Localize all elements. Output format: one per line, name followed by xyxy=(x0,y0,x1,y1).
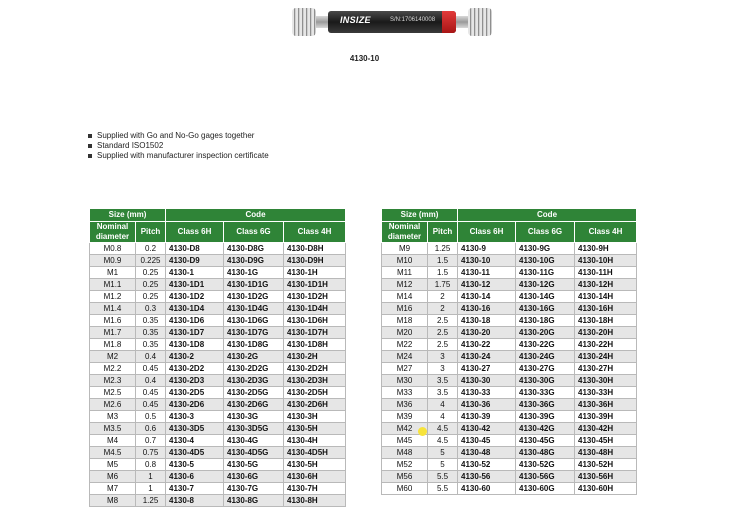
pitch-cell: 0.2 xyxy=(136,243,166,255)
nominal-diameter-cell: M1.6 xyxy=(90,315,136,327)
class-6g-code-cell: 4130-45G xyxy=(516,435,575,447)
class-6h-code-cell: 4130-11 xyxy=(458,267,516,279)
bullet-icon xyxy=(88,144,92,148)
class-4h-code-cell: 4130-2D5H xyxy=(284,387,346,399)
table-row xyxy=(90,279,346,291)
pitch-cell: 0.25 xyxy=(136,267,166,279)
table-row xyxy=(90,411,346,423)
class-6g-code-cell: 4130-1D8G xyxy=(224,339,284,351)
feature-text: Supplied with manufacturer inspection certificate xyxy=(97,151,269,160)
class-4h-code-cell: 4130-4H xyxy=(284,435,346,447)
class-6h-code-cell: 4130-27 xyxy=(458,363,516,375)
class-6h-code-cell: 4130-1D6 xyxy=(166,315,224,327)
nominal-diameter-cell: M3 xyxy=(90,411,136,423)
table-row xyxy=(382,255,637,267)
table-row xyxy=(382,351,637,363)
table-row xyxy=(90,423,346,435)
gage-neck-left xyxy=(316,16,328,28)
class-6g-code-cell: 4130-2D5G xyxy=(224,387,284,399)
nominal-diameter-cell: M9 xyxy=(382,243,428,255)
class-6h-code-cell: 4130-24 xyxy=(458,351,516,363)
class-6h-code-cell: 4130-33 xyxy=(458,387,516,399)
class-4h-code-cell: 4130-2D3H xyxy=(284,375,346,387)
class-6g-code-cell: 4130-60G xyxy=(516,483,575,495)
class-4h-code-cell: 4130-27H xyxy=(575,363,637,375)
pitch-cell: 1 xyxy=(136,471,166,483)
class-6h-code-cell: 4130-12 xyxy=(458,279,516,291)
pitch-cell: 0.6 xyxy=(136,423,166,435)
nominal-diameter-cell: M20 xyxy=(382,327,428,339)
nominal-diameter-cell: M7 xyxy=(90,483,136,495)
feature-text: Standard ISO1502 xyxy=(97,141,164,150)
class-6h-code-cell: 4130-4 xyxy=(166,435,224,447)
class-6g-code-cell: 4130-1D4G xyxy=(224,303,284,315)
class-6h-code-cell: 4130-39 xyxy=(458,411,516,423)
nominal-diameter-cell: M2.5 xyxy=(90,387,136,399)
table-row xyxy=(90,435,346,447)
table-row xyxy=(90,243,346,255)
nominal-diameter-cell: M60 xyxy=(382,483,428,495)
model-number: 4130-10 xyxy=(349,54,380,63)
table-row xyxy=(90,471,346,483)
nominal-diameter-cell: M1.2 xyxy=(90,291,136,303)
class-4h-code-cell: 4130-16H xyxy=(575,303,637,315)
class-4h-code-cell: 4130-1D7H xyxy=(284,327,346,339)
pitch-cell: 3.5 xyxy=(428,375,458,387)
table-row xyxy=(90,255,346,267)
table-row xyxy=(382,435,637,447)
class-6h-code-cell: 4130-48 xyxy=(458,447,516,459)
nominal-diameter-cell: M2.2 xyxy=(90,363,136,375)
no-go-red-band xyxy=(442,11,456,33)
brand-logo: INSIZE xyxy=(340,15,371,25)
class-6g-header: Class 6G xyxy=(224,222,284,243)
class-6g-code-cell: 4130-14G xyxy=(516,291,575,303)
class-4h-code-cell: 4130-24H xyxy=(575,351,637,363)
pitch-cell: 1 xyxy=(136,483,166,495)
nominal-diameter-header: Nominal diameter xyxy=(90,222,136,243)
nominal-diameter-cell: M12 xyxy=(382,279,428,291)
nominal-diameter-cell: M33 xyxy=(382,387,428,399)
table-body-left xyxy=(90,243,346,507)
pitch-cell: 5.5 xyxy=(428,471,458,483)
table-row xyxy=(382,291,637,303)
class-6g-code-cell: 4130-8G xyxy=(224,495,284,507)
class-6g-code-cell: 4130-18G xyxy=(516,315,575,327)
class-6g-code-cell: 4130-1D6G xyxy=(224,315,284,327)
class-6h-code-cell: 4130-1D8 xyxy=(166,339,224,351)
table-row xyxy=(382,399,637,411)
nominal-diameter-cell: M24 xyxy=(382,351,428,363)
table-row xyxy=(382,471,637,483)
class-4h-code-cell: 4130-14H xyxy=(575,291,637,303)
class-6g-code-cell: 4130-1D1G xyxy=(224,279,284,291)
table-row xyxy=(90,399,346,411)
pitch-cell: 4.5 xyxy=(428,435,458,447)
pitch-cell: 5.5 xyxy=(428,483,458,495)
go-thread-end xyxy=(292,8,316,36)
class-4h-code-cell: 4130-9H xyxy=(575,243,637,255)
pitch-cell: 1.75 xyxy=(428,279,458,291)
table-body-right xyxy=(382,243,637,495)
table-row xyxy=(382,243,637,255)
table-row xyxy=(90,387,346,399)
pitch-cell: 4 xyxy=(428,399,458,411)
class-6h-code-cell: 4130-20 xyxy=(458,327,516,339)
pitch-cell: 0.25 xyxy=(136,279,166,291)
pitch-cell: 0.4 xyxy=(136,351,166,363)
feature-list xyxy=(88,131,269,161)
class-4h-header: Class 4H xyxy=(284,222,346,243)
nominal-diameter-cell: M0.8 xyxy=(90,243,136,255)
feature-item xyxy=(88,151,269,161)
class-6h-code-cell: 4130-1 xyxy=(166,267,224,279)
class-6g-code-cell: 4130-33G xyxy=(516,387,575,399)
nominal-diameter-cell: M2.6 xyxy=(90,399,136,411)
class-6g-code-cell: 4130-48G xyxy=(516,447,575,459)
table-row xyxy=(90,351,346,363)
table-row xyxy=(90,447,346,459)
class-6g-code-cell: 4130-12G xyxy=(516,279,575,291)
table-row xyxy=(382,483,637,495)
nominal-diameter-cell: M14 xyxy=(382,291,428,303)
nominal-diameter-cell: M52 xyxy=(382,459,428,471)
table-row xyxy=(90,315,346,327)
class-6h-code-cell: 4130-1D2 xyxy=(166,291,224,303)
nominal-diameter-cell: M4.5 xyxy=(90,447,136,459)
nominal-diameter-cell: M10 xyxy=(382,255,428,267)
class-4h-code-cell: 4130-12H xyxy=(575,279,637,291)
pitch-cell: 0.7 xyxy=(136,435,166,447)
pitch-cell: 0.45 xyxy=(136,363,166,375)
class-6g-code-cell: 4130-30G xyxy=(516,375,575,387)
class-6h-code-cell: 4130-9 xyxy=(458,243,516,255)
pitch-cell: 0.35 xyxy=(136,339,166,351)
pitch-cell: 5 xyxy=(428,459,458,471)
class-6g-code-cell: 4130-4D5G xyxy=(224,447,284,459)
class-4h-code-cell: 4130-D9H xyxy=(284,255,346,267)
nominal-diameter-cell: M1.4 xyxy=(90,303,136,315)
class-4h-code-cell: 4130-1D4H xyxy=(284,303,346,315)
table-row xyxy=(90,375,346,387)
pitch-cell: 4 xyxy=(428,411,458,423)
class-6h-code-cell: 4130-60 xyxy=(458,483,516,495)
class-6h-code-cell: 4130-42 xyxy=(458,423,516,435)
pitch-header: Pitch xyxy=(136,222,166,243)
class-6g-code-cell: 4130-24G xyxy=(516,351,575,363)
class-4h-code-cell: 4130-11H xyxy=(575,267,637,279)
class-4h-code-cell: 4130-33H xyxy=(575,387,637,399)
class-6h-code-cell: 4130-45 xyxy=(458,435,516,447)
class-4h-code-cell: 4130-2H xyxy=(284,351,346,363)
class-6g-code-cell: 4130-1D7G xyxy=(224,327,284,339)
class-4h-code-cell: 4130-60H xyxy=(575,483,637,495)
class-6g-code-cell: 4130-42G xyxy=(516,423,575,435)
class-6g-code-cell: 4130-3D5G xyxy=(224,423,284,435)
class-6g-code-cell: 4130-D8G xyxy=(224,243,284,255)
thread-gage-image xyxy=(292,6,492,38)
class-6g-code-cell: 4130-7G xyxy=(224,483,284,495)
table-row xyxy=(382,459,637,471)
class-6g-code-cell: 4130-9G xyxy=(516,243,575,255)
table-row xyxy=(90,459,346,471)
pitch-cell: 2.5 xyxy=(428,315,458,327)
table-row xyxy=(382,375,637,387)
size-header: Size (mm) xyxy=(90,209,166,222)
spec-table-right xyxy=(381,208,637,495)
nominal-diameter-cell: M6 xyxy=(90,471,136,483)
class-6g-code-cell: 4130-4G xyxy=(224,435,284,447)
pitch-cell: 0.5 xyxy=(136,411,166,423)
nominal-diameter-cell: M5 xyxy=(90,459,136,471)
pitch-cell: 2.5 xyxy=(428,327,458,339)
nominal-diameter-cell: M0.9 xyxy=(90,255,136,267)
table-row xyxy=(90,291,346,303)
pitch-cell: 3 xyxy=(428,363,458,375)
class-6h-code-cell: 4130-2D6 xyxy=(166,399,224,411)
pitch-cell: 1.5 xyxy=(428,255,458,267)
class-6g-code-cell: 4130-2G xyxy=(224,351,284,363)
nominal-diameter-cell: M56 xyxy=(382,471,428,483)
nominal-diameter-cell: M1.1 xyxy=(90,279,136,291)
class-4h-code-cell: 4130-30H xyxy=(575,375,637,387)
class-6h-code-cell: 4130-D9 xyxy=(166,255,224,267)
class-6g-code-cell: 4130-22G xyxy=(516,339,575,351)
serial-number: S/N:1706140008 xyxy=(390,17,436,23)
table-row xyxy=(382,447,637,459)
class-6g-code-cell: 4130-5G xyxy=(224,459,284,471)
class-6h-header: Class 6H xyxy=(166,222,224,243)
table-row xyxy=(382,363,637,375)
class-4h-code-cell: 4130-36H xyxy=(575,399,637,411)
class-4h-code-cell: 4130-10H xyxy=(575,255,637,267)
class-4h-code-cell: 4130-45H xyxy=(575,435,637,447)
nominal-diameter-cell: M42 xyxy=(382,423,428,435)
class-6g-header: Class 6G xyxy=(516,222,575,243)
feature-item xyxy=(88,141,269,151)
class-4h-code-cell: 4130-1D2H xyxy=(284,291,346,303)
pitch-cell: 0.8 xyxy=(136,459,166,471)
nominal-diameter-cell: M22 xyxy=(382,339,428,351)
class-6h-code-cell: 4130-2 xyxy=(166,351,224,363)
feature-text: Supplied with Go and No-Go gages together xyxy=(97,131,255,140)
class-6g-code-cell: 4130-39G xyxy=(516,411,575,423)
class-4h-code-cell: 4130-5H xyxy=(284,459,346,471)
pitch-cell: 0.45 xyxy=(136,387,166,399)
class-6g-code-cell: 4130-36G xyxy=(516,399,575,411)
table-row xyxy=(90,483,346,495)
pitch-cell: 0.75 xyxy=(136,447,166,459)
table-row xyxy=(90,363,346,375)
nominal-diameter-cell: M3.5 xyxy=(90,423,136,435)
table-row xyxy=(382,267,637,279)
pitch-cell: 0.35 xyxy=(136,315,166,327)
class-6g-code-cell: 4130-2D6G xyxy=(224,399,284,411)
class-4h-code-cell: 4130-20H xyxy=(575,327,637,339)
table-row xyxy=(382,315,637,327)
table-row xyxy=(382,387,637,399)
spec-table-left xyxy=(89,208,346,507)
table-row xyxy=(90,267,346,279)
class-6h-code-cell: 4130-6 xyxy=(166,471,224,483)
class-6h-code-cell: 4130-2D3 xyxy=(166,375,224,387)
table-row xyxy=(382,411,637,423)
class-4h-code-cell: 4130-22H xyxy=(575,339,637,351)
class-4h-code-cell: 4130-8H xyxy=(284,495,346,507)
class-4h-code-cell: 4130-39H xyxy=(575,411,637,423)
class-6g-code-cell: 4130-27G xyxy=(516,363,575,375)
no-go-thread-end xyxy=(468,8,492,36)
class-6g-code-cell: 4130-2D2G xyxy=(224,363,284,375)
table-row xyxy=(382,339,637,351)
table-row xyxy=(382,279,637,291)
class-6g-code-cell: 4130-D9G xyxy=(224,255,284,267)
class-6h-code-cell: 4130-1D7 xyxy=(166,327,224,339)
nominal-diameter-cell: M39 xyxy=(382,411,428,423)
class-4h-code-cell: 4130-5H xyxy=(284,423,346,435)
class-4h-code-cell: 4130-1D8H xyxy=(284,339,346,351)
pitch-cell: 2.5 xyxy=(428,339,458,351)
size-header: Size (mm) xyxy=(382,209,458,222)
table-row xyxy=(382,303,637,315)
feature-item xyxy=(88,131,269,141)
class-6g-code-cell: 4130-56G xyxy=(516,471,575,483)
class-4h-code-cell: 4130-56H xyxy=(575,471,637,483)
class-6h-code-cell: 4130-2D2 xyxy=(166,363,224,375)
nominal-diameter-cell: M45 xyxy=(382,435,428,447)
class-6g-code-cell: 4130-2D3G xyxy=(224,375,284,387)
bullet-icon xyxy=(88,154,92,158)
class-6g-code-cell: 4130-10G xyxy=(516,255,575,267)
nominal-diameter-cell: M18 xyxy=(382,315,428,327)
pitch-cell: 1.25 xyxy=(136,495,166,507)
class-6g-code-cell: 4130-11G xyxy=(516,267,575,279)
gage-handle xyxy=(328,11,456,33)
class-6h-code-cell: 4130-3D5 xyxy=(166,423,224,435)
pitch-cell: 0.3 xyxy=(136,303,166,315)
table-row xyxy=(382,327,637,339)
nominal-diameter-cell: M27 xyxy=(382,363,428,375)
nominal-diameter-cell: M2 xyxy=(90,351,136,363)
pitch-cell: 0.225 xyxy=(136,255,166,267)
code-header: Code xyxy=(166,209,346,222)
class-4h-code-cell: 4130-2D6H xyxy=(284,399,346,411)
nominal-diameter-cell: M1 xyxy=(90,267,136,279)
pitch-cell: 4.5 xyxy=(428,423,458,435)
nominal-diameter-cell: M2.3 xyxy=(90,375,136,387)
class-6h-code-cell: 4130-56 xyxy=(458,471,516,483)
pitch-cell: 3 xyxy=(428,351,458,363)
nominal-diameter-cell: M1.7 xyxy=(90,327,136,339)
class-6g-code-cell: 4130-3G xyxy=(224,411,284,423)
class-6h-code-cell: 4130-10 xyxy=(458,255,516,267)
class-6h-code-cell: 4130-36 xyxy=(458,399,516,411)
class-6h-code-cell: 4130-22 xyxy=(458,339,516,351)
class-4h-code-cell: 4130-1D1H xyxy=(284,279,346,291)
class-6g-code-cell: 4130-52G xyxy=(516,459,575,471)
nominal-diameter-cell: M11 xyxy=(382,267,428,279)
class-4h-code-cell: 4130-1H xyxy=(284,267,346,279)
class-6h-header: Class 6H xyxy=(458,222,516,243)
class-6h-code-cell: 4130-3 xyxy=(166,411,224,423)
class-6h-code-cell: 4130-52 xyxy=(458,459,516,471)
pitch-cell: 2 xyxy=(428,303,458,315)
class-6h-code-cell: 4130-14 xyxy=(458,291,516,303)
pitch-cell: 0.25 xyxy=(136,291,166,303)
class-6g-code-cell: 4130-1G xyxy=(224,267,284,279)
nominal-diameter-cell: M48 xyxy=(382,447,428,459)
class-6h-code-cell: 4130-1D1 xyxy=(166,279,224,291)
class-4h-code-cell: 4130-42H xyxy=(575,423,637,435)
table-row xyxy=(90,327,346,339)
class-6h-code-cell: 4130-4D5 xyxy=(166,447,224,459)
code-header: Code xyxy=(458,209,637,222)
class-4h-code-cell: 4130-2D2H xyxy=(284,363,346,375)
class-4h-code-cell: 4130-6H xyxy=(284,471,346,483)
class-6h-code-cell: 4130-16 xyxy=(458,303,516,315)
nominal-diameter-cell: M30 xyxy=(382,375,428,387)
class-6h-code-cell: 4130-2D5 xyxy=(166,387,224,399)
class-4h-code-cell: 4130-48H xyxy=(575,447,637,459)
pitch-cell: 0.35 xyxy=(136,327,166,339)
gage-neck-right xyxy=(456,16,468,28)
pitch-cell: 3.5 xyxy=(428,387,458,399)
pitch-cell: 1.25 xyxy=(428,243,458,255)
nominal-diameter-cell: M1.8 xyxy=(90,339,136,351)
class-6g-code-cell: 4130-16G xyxy=(516,303,575,315)
class-4h-code-cell: 4130-52H xyxy=(575,459,637,471)
class-4h-header: Class 4H xyxy=(575,222,637,243)
highlight-dot xyxy=(418,427,427,436)
table-row xyxy=(90,495,346,507)
class-4h-code-cell: 4130-4D5H xyxy=(284,447,346,459)
class-6h-code-cell: 4130-5 xyxy=(166,459,224,471)
pitch-cell: 2 xyxy=(428,291,458,303)
class-6h-code-cell: 4130-30 xyxy=(458,375,516,387)
pitch-cell: 1.5 xyxy=(428,267,458,279)
class-4h-code-cell: 4130-7H xyxy=(284,483,346,495)
pitch-cell: 0.4 xyxy=(136,375,166,387)
class-4h-code-cell: 4130-D8H xyxy=(284,243,346,255)
class-6h-code-cell: 4130-18 xyxy=(458,315,516,327)
nominal-diameter-cell: M36 xyxy=(382,399,428,411)
class-6g-code-cell: 4130-20G xyxy=(516,327,575,339)
pitch-cell: 5 xyxy=(428,447,458,459)
bullet-icon xyxy=(88,134,92,138)
class-6h-code-cell: 4130-8 xyxy=(166,495,224,507)
class-4h-code-cell: 4130-3H xyxy=(284,411,346,423)
class-4h-code-cell: 4130-18H xyxy=(575,315,637,327)
nominal-diameter-header: Nominal diameter xyxy=(382,222,428,243)
class-6h-code-cell: 4130-7 xyxy=(166,483,224,495)
class-6h-code-cell: 4130-1D4 xyxy=(166,303,224,315)
nominal-diameter-cell: M8 xyxy=(90,495,136,507)
pitch-cell: 0.45 xyxy=(136,399,166,411)
pitch-header: Pitch xyxy=(428,222,458,243)
table-row xyxy=(90,339,346,351)
class-6h-code-cell: 4130-D8 xyxy=(166,243,224,255)
class-6g-code-cell: 4130-1D2G xyxy=(224,291,284,303)
class-6g-code-cell: 4130-6G xyxy=(224,471,284,483)
table-row xyxy=(90,303,346,315)
nominal-diameter-cell: M4 xyxy=(90,435,136,447)
nominal-diameter-cell: M16 xyxy=(382,303,428,315)
class-4h-code-cell: 4130-1D6H xyxy=(284,315,346,327)
